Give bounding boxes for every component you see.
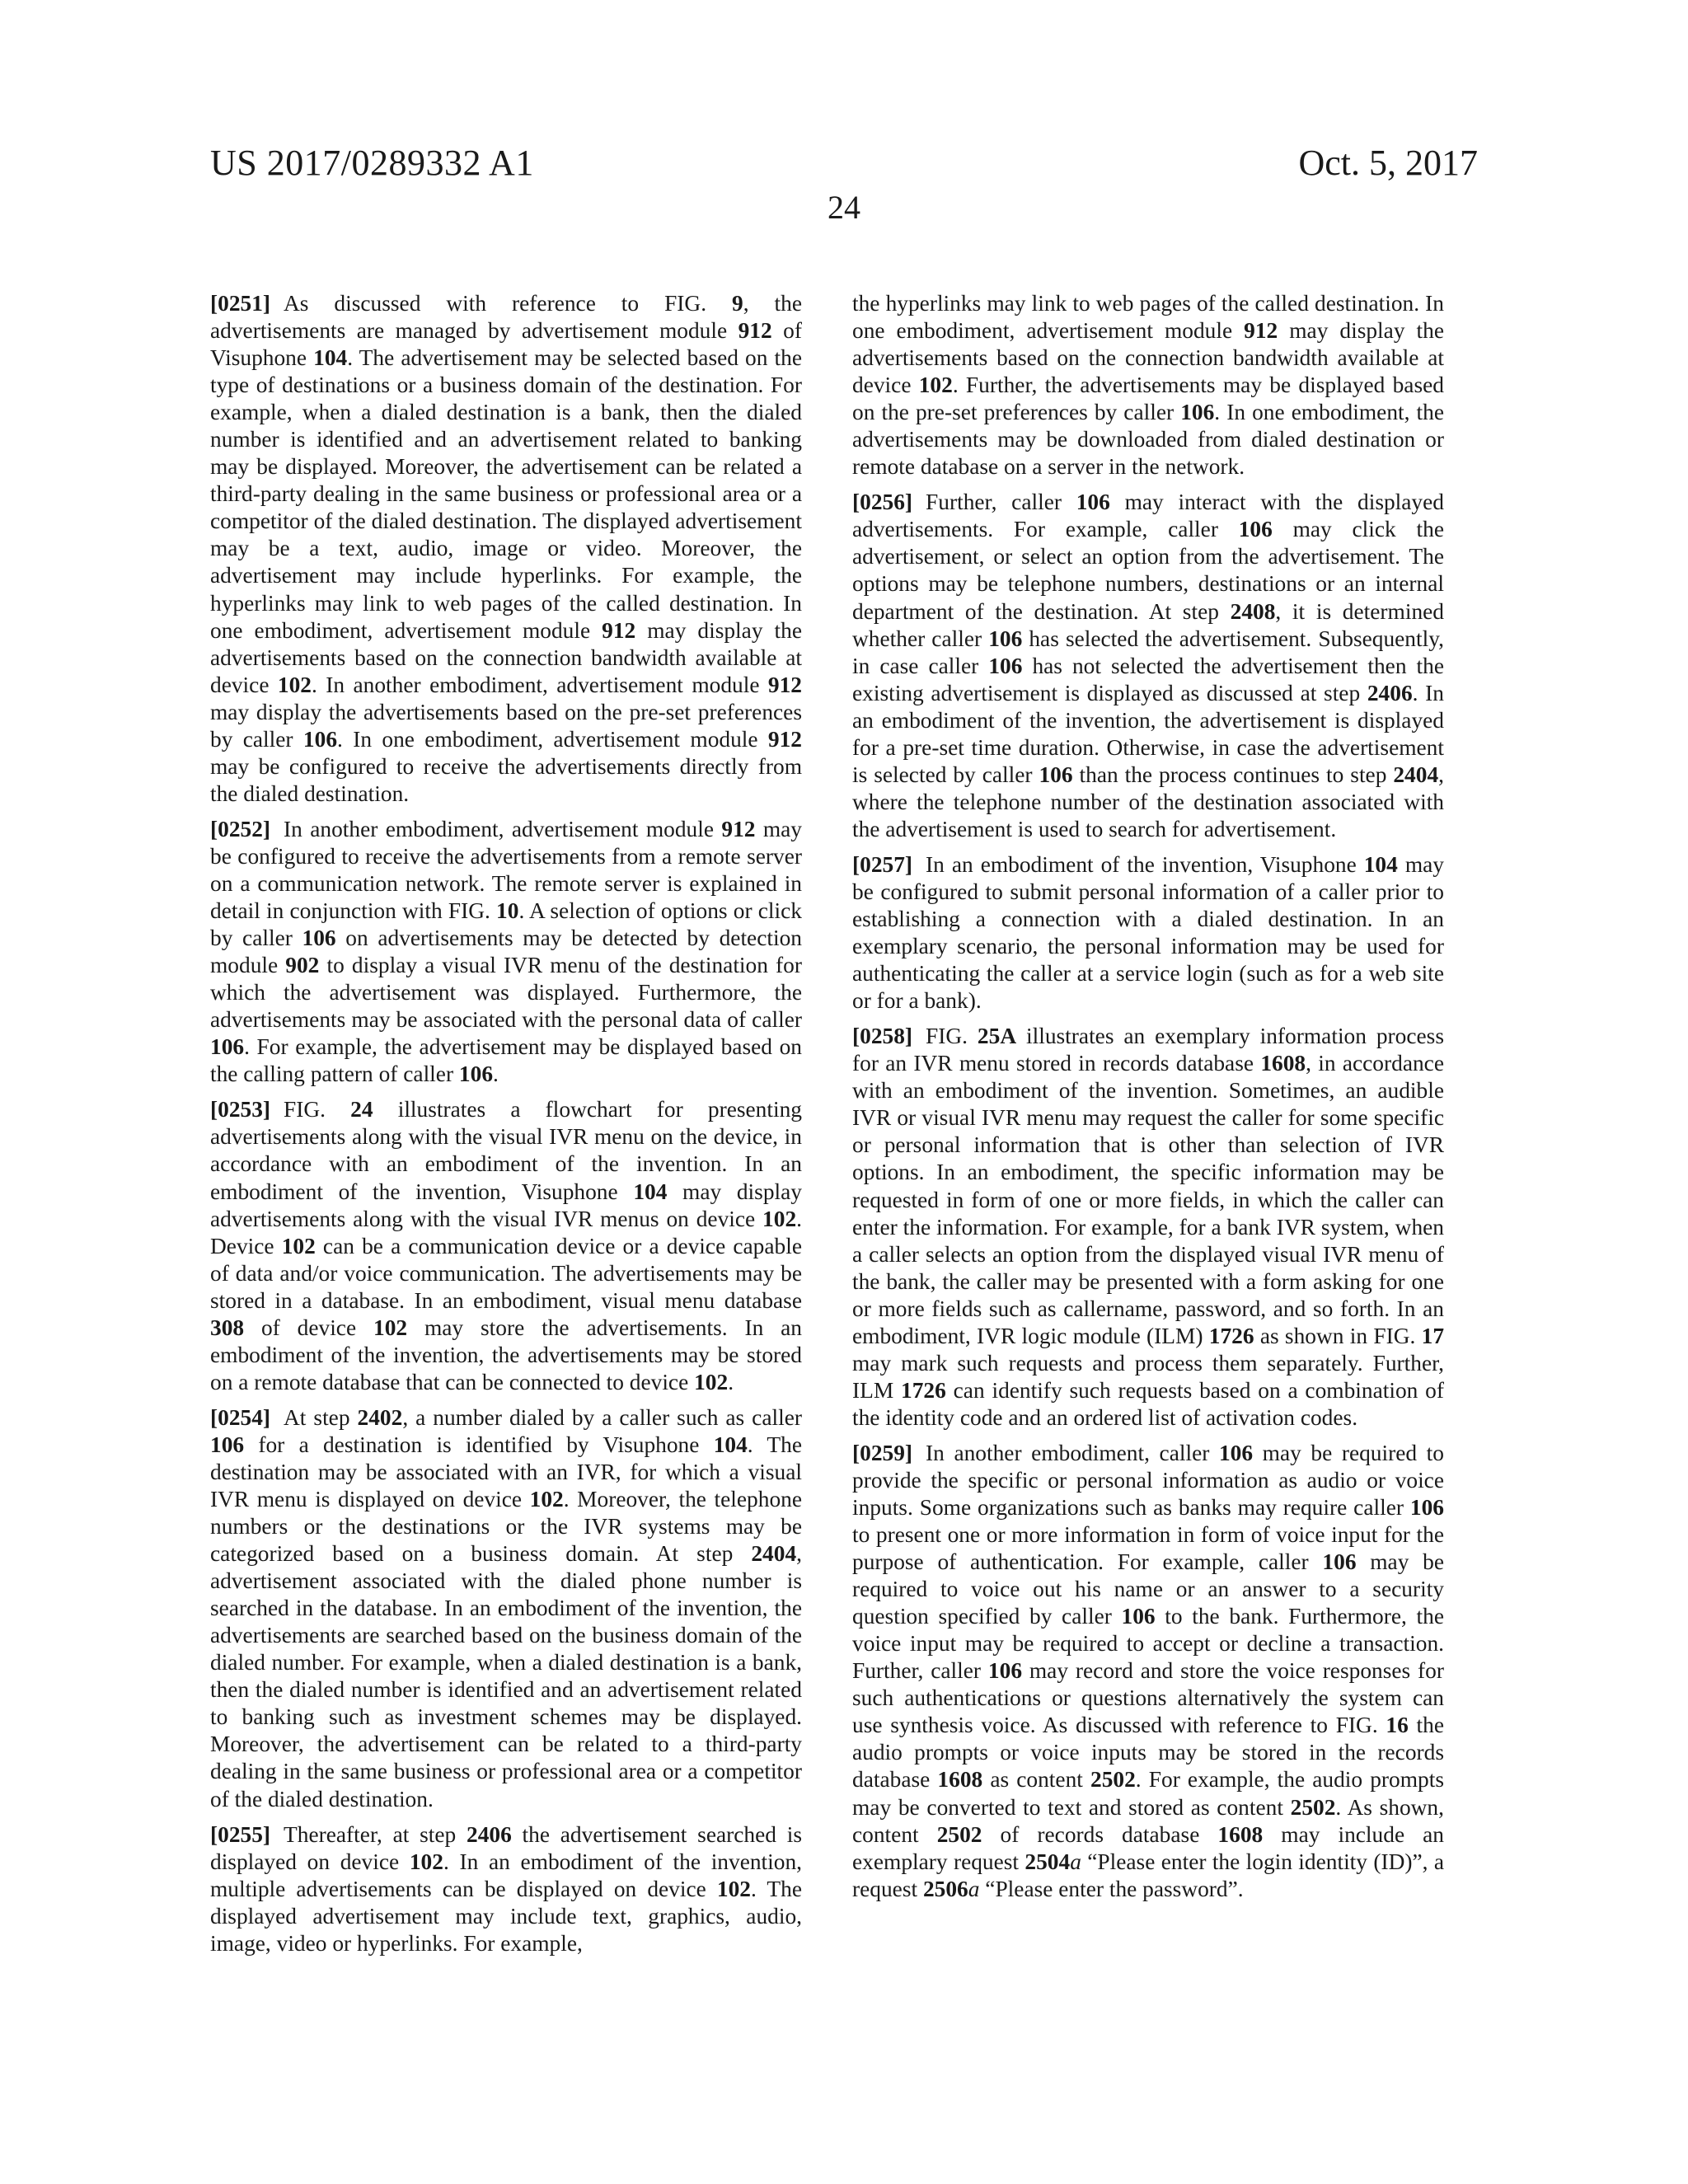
left-column	[210, 290, 802, 1957]
paragraph-text: Thereafter, at step 2406 the advertisement searched is displayed on device 102. In an embodiment of the invention, multiple advertisements can be displayed on device 102. The displayed advertisement may include text, graphics, audio, image, video or hyperlinks. For example,	[210, 1821, 803, 1956]
publication-date: Oct. 5, 2017	[1298, 143, 1478, 183]
paragraph-0252	[210, 816, 802, 1088]
patent-number: US 2017/0289332 A1	[210, 143, 534, 183]
paragraph-id: [0252]	[210, 816, 271, 841]
paragraph-0251	[210, 290, 802, 808]
paragraph-0259	[852, 1440, 1444, 1903]
paragraph-0255-continued	[852, 290, 1444, 480]
paragraph-id: [0251]	[210, 291, 271, 316]
paragraph-text: In another embodiment, caller 106 may be required to provide the specific or personal information as audio or voice inputs. Some organizations such as banks may require caller 106 to present one or more information in form of voice input for the purpose of authentication. For example, caller 106 may be required to voice out his name or an answer to a security question specified by caller 106 to the bank. Furthermore, the voice input may be required to accept or decline a transaction. Further, caller 106 may record and store the voice responses for such authentications or questions alternatively the system can use synthesis voice. As discussed with reference to FIG. 16 the audio prompts or voice inputs may be stored in the records database 1608 as content 2502. For example, the audio prompts may be converted to text and stored as content 2502. As shown, content 2502 of records database 1608 may include an exemplary request 2504a “Please enter the login identity (ID)”, a request 2506a “Please enter the password”.	[852, 1440, 1445, 1901]
paragraph-text: In an embodiment of the invention, Visuphone 104 may be configured to submit personal information of a caller prior to establishing a connection with a dialed destination. In an exemplary scenario, the personal information may be used for authenticating the caller at a service login (such as for a web site or for a bank).	[852, 851, 1444, 1014]
paragraph-id: [0253]	[210, 1097, 271, 1122]
paragraph-text: As discussed with reference to FIG. 9, the advertisements are managed by advertisement module 912 of Visuphone 104. The advertisement may be selected based on the type of destinations or a business domain of the destination. For example, when a dialed destination is a bank, then the dialed number is identified and an advertisement related to banking may be displayed. Moreover, the advertisement can be related a third-party dealing in the same business or professional area or a competitor of the dialed destination. The displayed advertisement may be a text, audio, image or video. Moreover, the advertisement may include hyperlinks. For example, the hyperlinks may link to web pages of the called destination. In one embodiment, advertisement module 912 may display the advertisements based on the connection bandwidth available at device 102. In another embodiment, advertisement module 912 may display the advertisements based on the pre-set preferences by caller 106. In one embodiment, advertisement module 912 may be configured to receive the advertisements directly from the dialed destination.	[210, 291, 803, 806]
paragraph-text: At step 2402, a number dialed by a caller such as caller 106 for a destination is identified by Visuphone 104. The destination may be associated with an IVR, for which a visual IVR menu is displayed on device 102. Moreover, the telephone numbers or the destinations or the IVR systems may be categorized based on a business domain. At step 2404, advertisement associated with the dialed phone number is searched in the database. In an embodiment of the invention, the advertisements are searched based on the business domain of the dialed number. For example, when a dialed destination is a bank, then the dialed number is identified and an advertisement related to banking such as investment schemes may be displayed. Moreover, the advertisement can be related to a third-party dealing in the same business or professional area or a competitor of the dialed destination.	[210, 1404, 802, 1811]
paragraph-0255	[210, 1821, 802, 1957]
paragraph-text: In another embodiment, advertisement module 912 may be configured to receive the advertisements from a remote server on a communication network. The remote server is explained in detail in conjunction with FIG. 10. A selection of options or click by caller 106 on advertisements may be detected by detection module 902 to display a visual IVR menu of the destination for which the advertisement was displayed. Furthermore, the advertisements may be associated with the personal data of caller 106. For example, the advertisement may be displayed based on the calling pattern of caller 106.	[210, 816, 802, 1087]
right-column	[852, 290, 1444, 1903]
paragraph-text: Further, caller 106 may interact with the displayed advertisements. For example, caller 106 may click the advertisement, or select an option from the advertisement. The options may be telephone numbers, destinations or an internal department of the destination. At step 2408, it is determined whether caller 106 has selected the advertisement. Subsequently, in case caller 106 has not selected the advertisement then the existing advertisement is displayed as discussed at step 2406. In an embodiment of the invention, the advertisement is displayed for a pre-set time duration. Otherwise, in case the advertisement is selected by caller 106 than the process continues to step 2404, where the telephone number of the destination associated with the advertisement is used to search for advertisement.	[852, 490, 1444, 841]
paragraph-id: [0259]	[852, 1440, 913, 1465]
paragraph-text: FIG. 24 illustrates a flowchart for presenting advertisements along with the visual IVR menu on the device, in accordance with an embodiment of the invention. In an embodiment of the invention, Visuphone 104 may display advertisements along with the visual IVR menus on device 102. Device 102 can be a communication device or a device capable of data and/or voice communication. The advertisements may be stored in a database. In an embodiment, visual menu database 308 of device 102 may store the advertisements. In an embodiment of the invention, the advertisements may be stored on a remote database that can be connected to device 102.	[210, 1097, 802, 1394]
paragraph-id: [0256]	[852, 490, 913, 515]
paragraph-id: [0257]	[852, 851, 913, 877]
paragraph-0256	[852, 489, 1444, 843]
paragraph-text: FIG. 25A illustrates an exemplary information process for an IVR menu stored in records database 1608, in accordance with an embodiment of the invention. Sometimes, an audible IVR or visual IVR menu may request the caller for some specific or personal information that is other than selection of IVR options. In an embodiment, the specific information may be requested in form of one or more fields, in which the caller can enter the information. For example, for a bank IVR system, when a caller selects an option from the displayed visual IVR menu of the bank, the caller may be presented with a form asking for one or more fields such as callername, password, and so forth. In an embodiment, IVR logic module (ILM) 1726 as shown in FIG. 17 may mark such requests and process them separately. Further, ILM 1726 can identify such requests based on a combination of the identity code and an ordered list of activation codes.	[852, 1024, 1445, 1430]
paragraph-id: [0255]	[210, 1821, 271, 1847]
paragraph-text: the hyperlinks may link to web pages of the called destination. In one embodiment, advertisement module 912 may display the advertisements based on the connection bandwidth available at device 102. Further, the advertisements may be displayed based on the pre-set preferences by caller 106. In one embodiment, the advertisements may be downloaded from dialed destination or remote database on a server in the network.	[852, 291, 1444, 480]
page-number: 24	[828, 189, 860, 226]
paragraph-0253	[210, 1096, 802, 1396]
paragraph-id: [0258]	[852, 1024, 913, 1049]
paragraph-id: [0254]	[210, 1404, 271, 1430]
paragraph-0258	[852, 1023, 1444, 1432]
paragraph-0254	[210, 1404, 802, 1813]
paragraph-0257	[852, 851, 1444, 1015]
